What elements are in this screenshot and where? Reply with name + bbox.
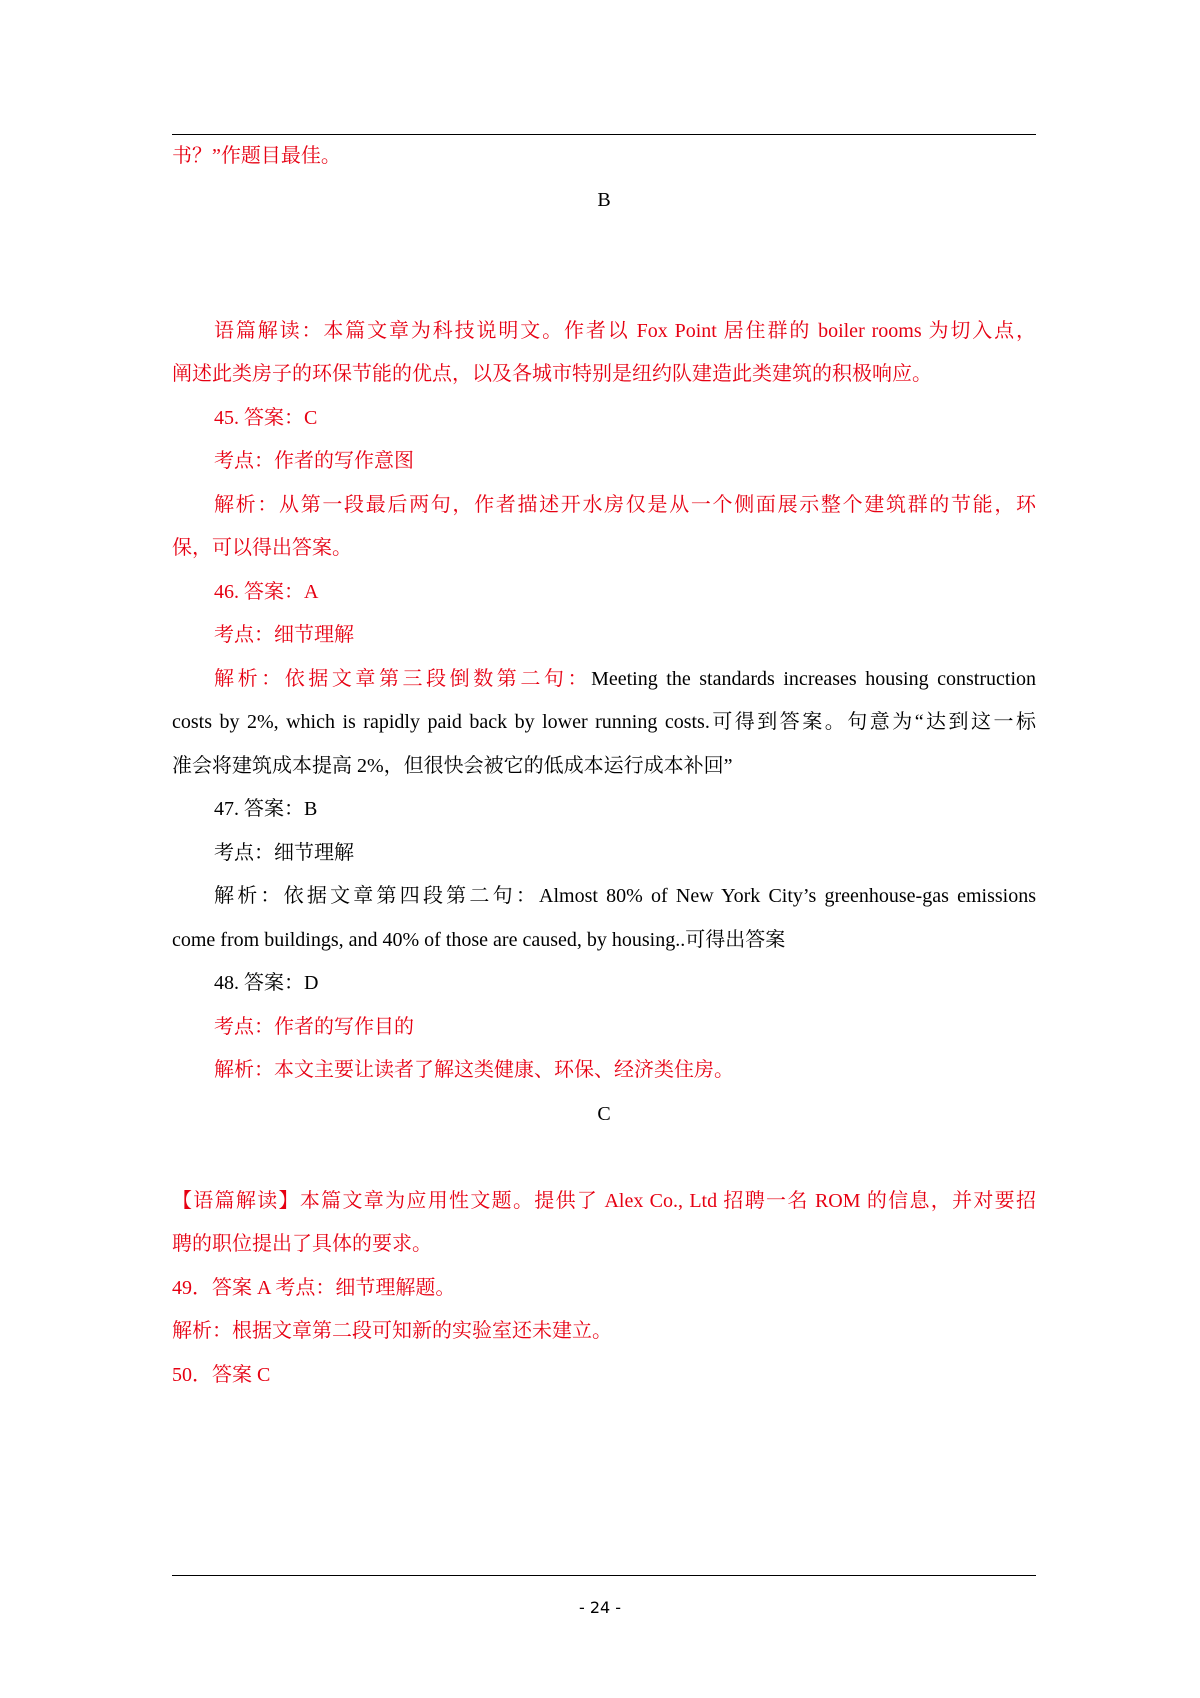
test-point: 考点：细节理解 [214,842,354,864]
text-line: 书？”作题目最佳。 [172,145,341,167]
explanation: 可得到答案。句意为“达到这一标 [709,711,1036,733]
section-heading-b: B [597,189,611,211]
test-point: 考点：细节理解 [214,624,354,646]
answer-50: 50．答案 C [172,1364,271,1386]
english-quote: Meeting the standards increases housing construction [591,668,1037,690]
analysis: 解析：本文主要让读者了解这类健康、环保、经济类住房。 [214,1059,734,1081]
test-point: 考点：作者的写作意图 [214,450,414,472]
analysis: 解析：依据文章第四段第二句：Almost 80% of New York City’s greenhouse-gas emissions [214,885,1036,907]
text-line: 聘的职位提出了具体的要求。 [172,1233,432,1255]
text-line: 保，可以得出答案。 [172,537,352,559]
header-rule [172,134,1036,135]
text-line: 语篇解读：本篇文章为科技说明文。作者以 Fox Point 居住群的 boiler rooms 为切入点， [214,320,1036,342]
footer-rule [172,1575,1036,1576]
analysis: 解析：从第一段最后两句，作者描述开水房仅是从一个侧面展示整个建筑群的节能，环 [214,494,1036,516]
section-heading-c: C [597,1103,611,1125]
analysis: 解析：根据文章第二段可知新的实验室还未建立。 [172,1320,612,1342]
text-line: 阐述此类房子的环保节能的优点，以及各城市特别是纽约队建造此类建筑的积极响应。 [172,363,932,385]
answer-49: 49．答案 A 考点：细节理解题。 [172,1277,456,1299]
answer-45: 45. 答案：C [214,407,318,429]
text-line [172,710,1036,734]
analysis-label: 解析：依据文章第三段倒数第二句： [214,668,592,690]
test-point: 考点：作者的写作目的 [214,1016,414,1038]
text-line: 准会将建筑成本提高 2%，但很快会被它的低成本运行成本补回” [172,755,733,777]
answer-46: 46. 答案：A [214,581,319,603]
answer-48: 48. 答案：D [214,972,319,994]
english-quote: costs by 2%, which is rapidly paid back by lower running costs. [172,711,710,733]
text-line: come from buildings, and 40% of those are caused, by housing..可得出答案 [172,929,786,951]
text-line: 【语篇解读】本篇文章为应用性文题。提供了 Alex Co., Ltd 招聘一名 ROM 的信息，并对要招 [172,1190,1036,1212]
page-number: - 24 - [578,1598,622,1617]
answer-47: 47. 答案：B [214,798,318,820]
analysis [172,667,1036,691]
